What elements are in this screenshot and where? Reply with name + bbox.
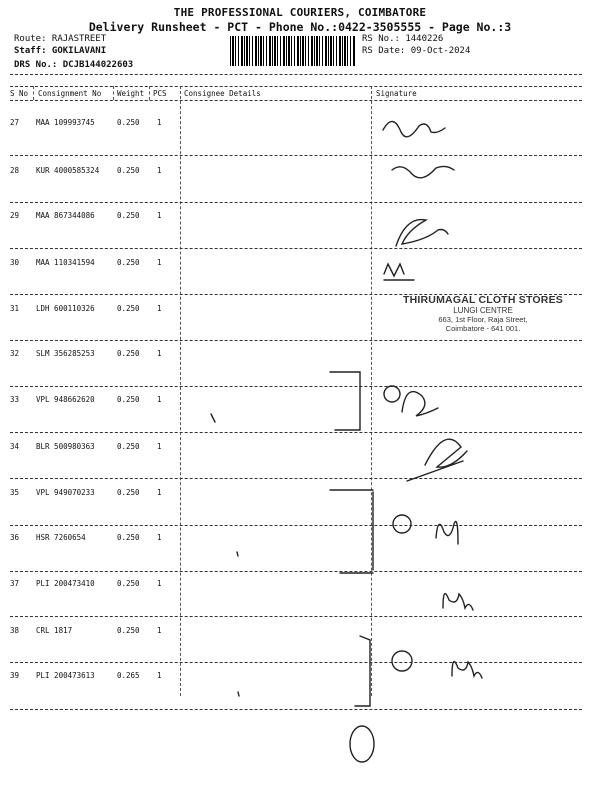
- row-weight: 0.250: [117, 488, 140, 497]
- row-sno: 36: [10, 533, 20, 542]
- col-signature: Signature: [376, 89, 417, 98]
- circled-number: [350, 726, 374, 762]
- route-label: Route: RAJASTREET: [14, 34, 107, 44]
- row-pcs: 1: [157, 211, 162, 220]
- stamp-name: THIRUMAGAL CLOTH STORES: [403, 294, 563, 306]
- row-consignment: MAA 867344086: [36, 211, 95, 220]
- signature-stroke: [443, 594, 473, 610]
- row-pcs: 1: [157, 304, 162, 313]
- row-pcs: 1: [157, 671, 162, 680]
- row-consignment: SLM 356285253: [36, 349, 95, 358]
- row-weight: 0.250: [117, 304, 140, 313]
- row-sno: 32: [10, 349, 20, 358]
- row-pcs: 1: [157, 533, 162, 542]
- row-sno: 34: [10, 442, 20, 451]
- row-pcs: 1: [157, 579, 162, 588]
- bracket-stroke: [330, 372, 360, 430]
- ditto-mark: [211, 414, 239, 696]
- signature-stroke: [383, 121, 445, 136]
- row-pcs: 1: [157, 488, 162, 497]
- row-weight: 0.250: [117, 211, 140, 220]
- row-weight: 0.250: [117, 579, 140, 588]
- row-consignment: KUR 4000585324: [36, 166, 100, 175]
- col-weight: Weight: [117, 89, 145, 98]
- signature-stroke: [392, 166, 454, 177]
- col-consignee: Consignee Details: [184, 89, 261, 98]
- stamp-address-line-2: Coimbatore - 641 001.: [445, 324, 521, 333]
- row-sno: 35: [10, 488, 20, 497]
- row-weight: 0.250: [117, 118, 140, 127]
- row-pcs: 1: [157, 258, 162, 267]
- row-pcs: 1: [157, 626, 162, 635]
- row-weight: 0.250: [117, 533, 140, 542]
- row-sno: 39: [10, 671, 20, 680]
- runsheet-title: Delivery Runsheet - PCT - Phone No.:0422-3505555 - Page No.:3: [88, 20, 512, 34]
- row-pcs: 1: [157, 166, 162, 175]
- row-sno: 33: [10, 395, 20, 404]
- row-weight: 0.250: [117, 395, 140, 404]
- row-consignment: VPL 949070233: [36, 488, 95, 497]
- bracket-stroke: [330, 490, 373, 573]
- row-consignment: LDH 600110326: [36, 304, 95, 313]
- row-sno: 27: [10, 118, 20, 127]
- stamp-address-line-1: 663, 1st Floor, Raja Street,: [438, 315, 528, 324]
- row-sno: 28: [10, 166, 20, 175]
- col-sno: S No: [10, 89, 29, 98]
- row-consignment: HSR 7260654: [36, 533, 86, 542]
- row-weight: 0.250: [117, 349, 140, 358]
- signature-stroke: [396, 220, 448, 246]
- row-weight: 0.250: [117, 442, 140, 451]
- staff-label: Staff: GOKILAVANI: [14, 46, 107, 56]
- row-sno: 29: [10, 211, 20, 220]
- row-sno: 30: [10, 258, 20, 267]
- row-consignment: PLI 200473613: [36, 671, 95, 680]
- circled-number: [392, 651, 412, 671]
- row-sno: 37: [10, 579, 20, 588]
- company-title: THE PROFESSIONAL COURIERS, COIMBATORE: [173, 6, 427, 19]
- row-consignment: PLI 200473410: [36, 579, 95, 588]
- row-consignment: BLR 500980363: [36, 442, 95, 451]
- rs-number: RS No.: 1440226: [362, 34, 444, 44]
- circled-number: [384, 386, 400, 402]
- row-pcs: 1: [157, 395, 162, 404]
- signature-stroke: [402, 392, 438, 416]
- row-weight: 0.250: [117, 626, 140, 635]
- row-consignment: CRL 1817: [36, 626, 73, 635]
- row-weight: 0.250: [117, 166, 140, 175]
- row-sno: 31: [10, 304, 20, 313]
- rs-date: RS Date: 09-Oct-2024: [362, 46, 471, 56]
- signature-stroke: [452, 662, 482, 678]
- row-weight: 0.265: [117, 671, 140, 680]
- row-pcs: 1: [157, 118, 162, 127]
- drs-number: DRS No.: DCJB144022603: [14, 60, 134, 70]
- col-consignment: Consignment No: [38, 89, 102, 98]
- stamp-subtitle: LUNGI CENTRE: [453, 306, 513, 315]
- row-consignment: VPL 948662620: [36, 395, 95, 404]
- row-consignment: MAA 110341594: [36, 258, 95, 267]
- col-pcs: PCS: [153, 89, 167, 98]
- circled-number: [393, 515, 411, 533]
- row-sno: 38: [10, 626, 20, 635]
- signature-stroke: [384, 264, 414, 280]
- signature-stroke: [407, 439, 467, 481]
- row-consignment: MAA 109993745: [36, 118, 95, 127]
- row-pcs: 1: [157, 349, 162, 358]
- signature-stroke: [436, 522, 458, 545]
- bracket-stroke: [355, 636, 370, 706]
- row-weight: 0.250: [117, 258, 140, 267]
- row-pcs: 1: [157, 442, 162, 451]
